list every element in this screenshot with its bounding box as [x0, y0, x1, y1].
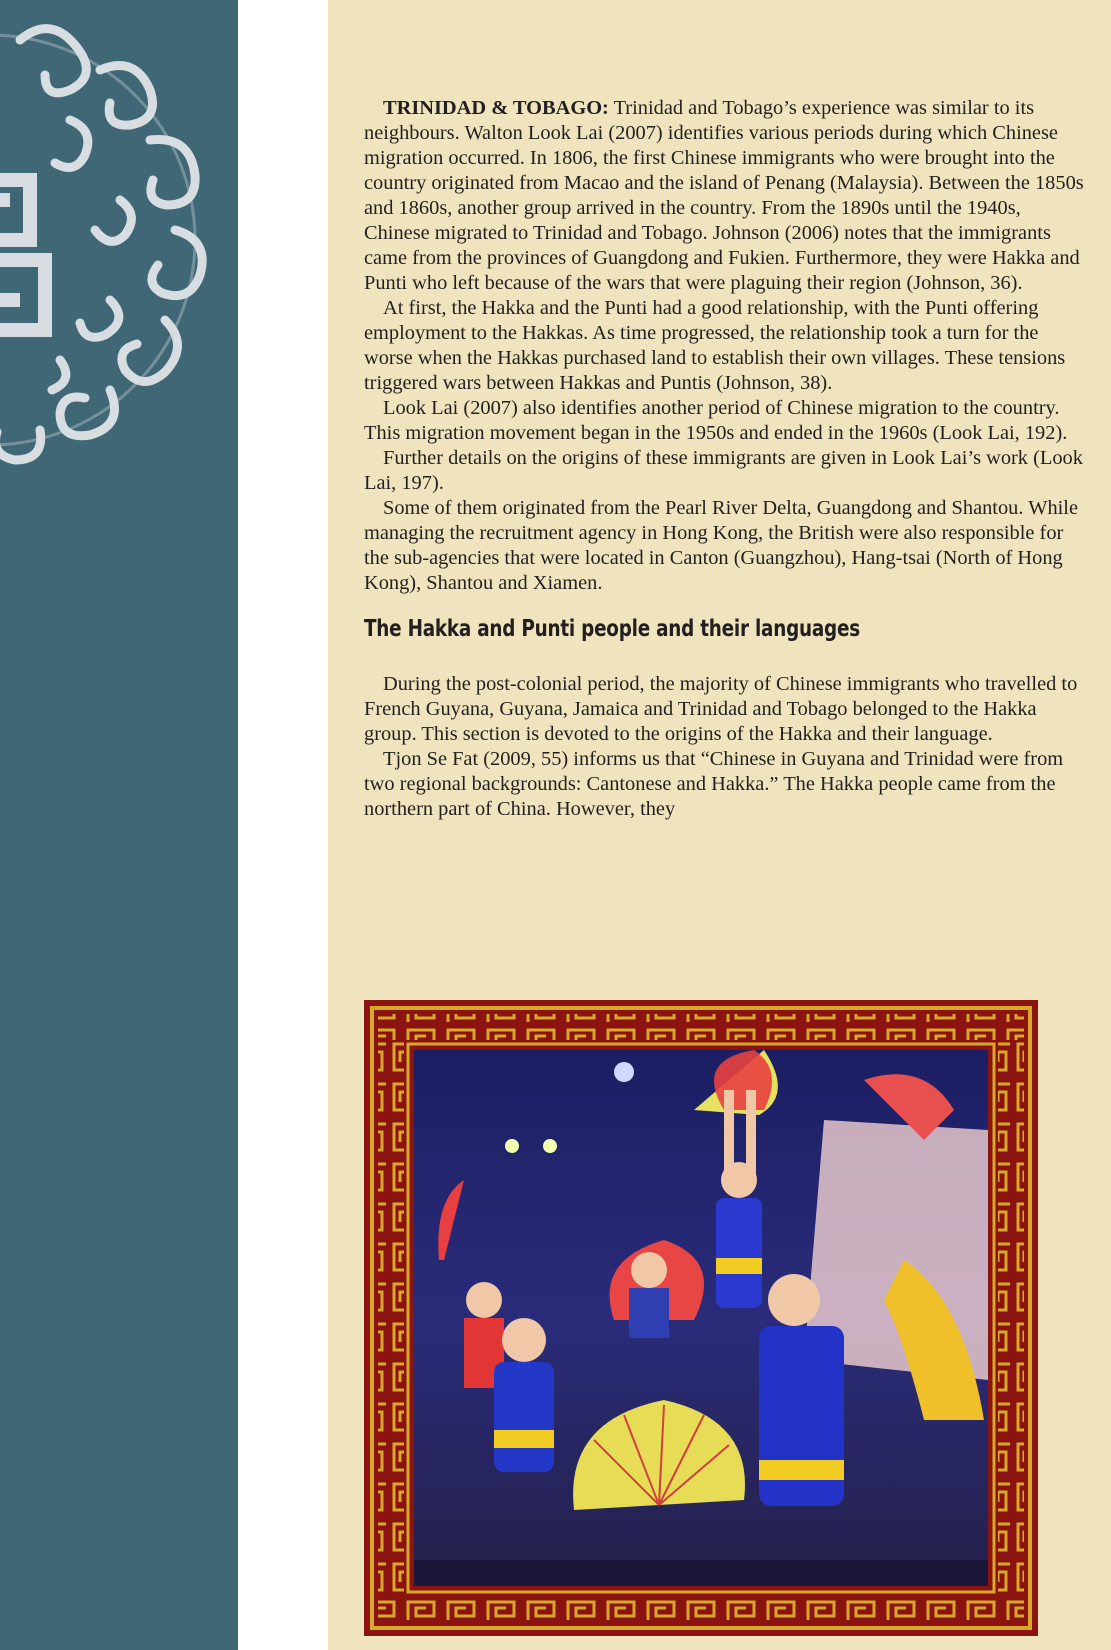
cloud-medallion-icon [0, 0, 238, 500]
paragraph-trinidad-tobago [364, 96, 1084, 296]
paragraph: Look Lai (2007) also identifies another period of Chinese migration to the country. This migration movement began in the 1950s and ended in the 1960s (Look Lai, 192). [364, 397, 1068, 444]
page-content [328, 0, 1111, 1650]
paragraph: At first, the Hakka and the Punti had a good relationship, with the Punti offering employment to the Hakkas. As time progressed, the relationship took a turn for the worse when the Hakkas purchased land to establish their own villages. These tensions triggered wars between Hakkas and Puntis (Johnson, 38). [364, 297, 1066, 394]
framed-photo [364, 1000, 1038, 1636]
paragraph: During the post-colonial period, the majority of Chinese immigrants who travelled to French Guyana, Guyana, Jamaica and Trinidad and Tobago belonged to the Hakka group. This section is devoted to the origins of the Hakka and their language. [364, 673, 1078, 745]
page-gutter [238, 0, 328, 1650]
left-sidebar [0, 0, 238, 1650]
paragraph: Tjon Se Fat (2009, 55) informs us that “Chinese in Guyana and Trinidad were from two regional backgrounds: Cantonese and Hakka.” The Hakka people came from the northern part of China. However, they [364, 748, 1064, 820]
paragraph-text: Trinidad and Tobago’s experience was similar to its neighbours. Walton Look Lai (2007) identifies various periods during which Chinese migration occurred. In 1806, the first Chinese immigrants who were brought into the country originated from Macao and the island of Penang (Malaysia). Between the 1850s and 1860s, another group arrived in the country. From the 1890s until the 1940s, Chinese migrated to Trinidad and Tobago. Johnson (2006) notes that the immigrants came from the provinces of Guangdong and Fukien. Furthermore, they were Hakka and Punti who left because of the wars that were plaguing their region (Johnson, 36). [364, 97, 1084, 294]
article-body [364, 96, 1084, 822]
paragraph: Some of them originated from the Pearl River Delta, Guangdong and Shantou. While managing the recruitment agency in Hong Kong, the British were also responsible for the sub-agencies that were located in Canton (Guangzhou), Hang-tsai (North of Hong Kong), Shantou and Xiamen. [364, 497, 1079, 594]
paragraph: Further details on the origins of these immigrants are given in Look Lai’s work (Look Lai, 197). [364, 447, 1083, 494]
section-lead-label: TRINIDAD & TOBAGO: [383, 97, 609, 119]
section-heading: The Hakka and Punti people and their languages [364, 616, 860, 642]
dancers-photo-illustration [364, 1000, 1038, 1636]
